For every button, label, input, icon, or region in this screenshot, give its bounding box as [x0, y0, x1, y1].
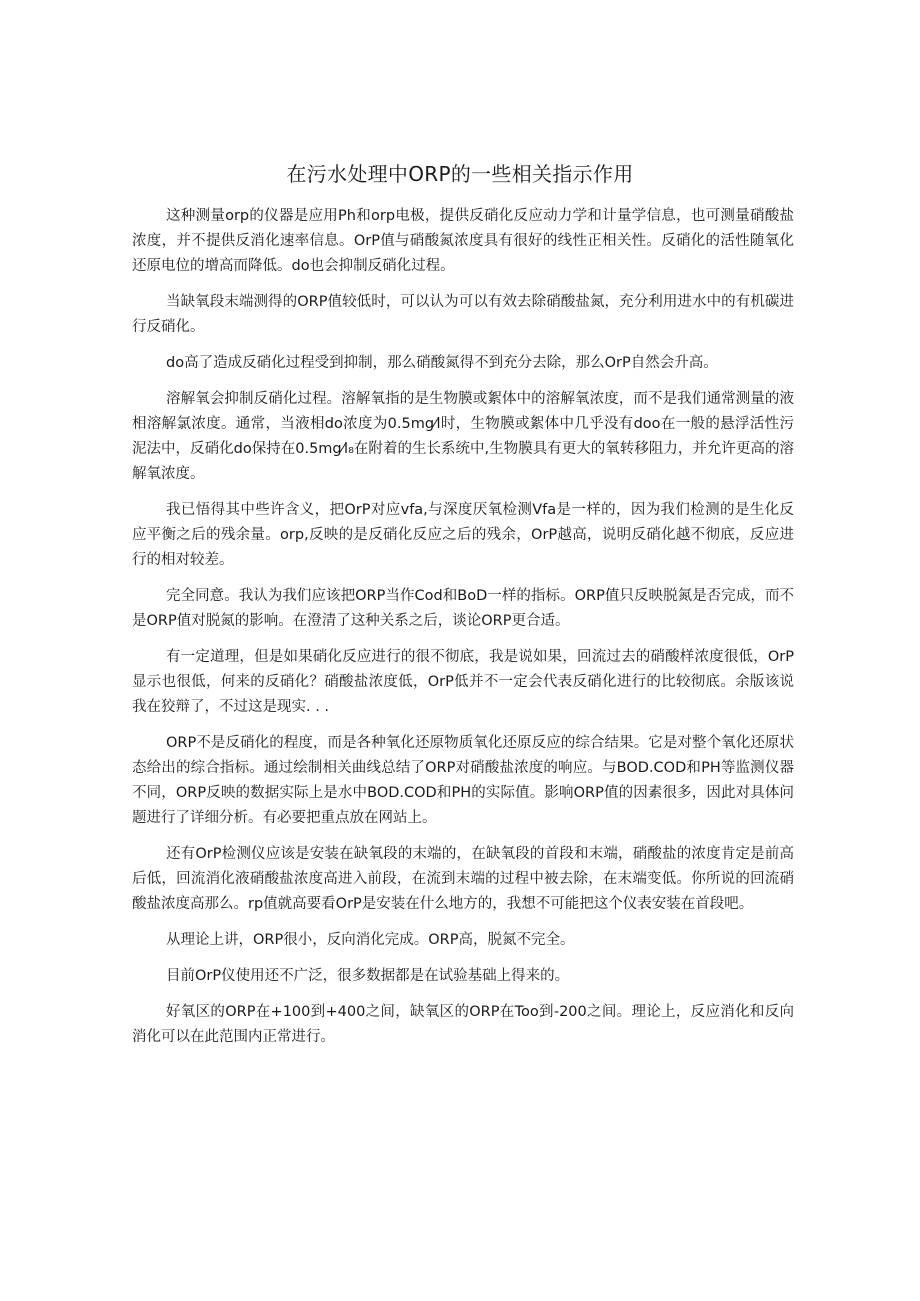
- paragraph: 好氧区的ORP在+100到+400之间，缺氧区的ORP在Too到-200之间。理论上，反应消化和反向消化可以在此范围内正常进行。: [132, 1004, 794, 1045]
- paragraph: 完全同意。我认为我们应该把ORP当作Cod和BoD一样的指标。ORP值只反映脱氮是否完成，而不是ORP值对脱氮的影响。在澄清了这种关系之后，谈论ORP更合适。: [132, 588, 794, 629]
- paragraph: ORP不是反硝化的程度，而是各种氧化还原物质氧化还原反应的综合结果。它是对整个氧化还原状态给出的综合指标。通过绘制相关曲线总结了ORP对硝酸盐浓度的响应。与BOD.COD和PH等监测仪器不同，ORP反映的数据实际上是水中BOD.COD和PH的实际值。影响ORP值的因素很多，因此对具体问题进行了详细分析。有必要把重点放在网站上。: [132, 735, 794, 826]
- paragraph: 这种测量orp的仪器是应用Ph和orp电极，提供反硝化反应动力学和计量学信息，也可测量硝酸盐浓度，并不提供反消化速率信息。OrP值与硝酸氮浓度具有很好的线性正相关性。反硝化的活性随氧化还原电位的增高而降低。do也会抑制反硝化过程。: [132, 208, 794, 274]
- paragraph: do高了造成反硝化过程受到抑制，那么硝酸氮得不到充分去除，那么OrP自然会升高。: [166, 355, 718, 371]
- paragraph: 溶解氧会抑制反硝化过程。溶解氧指的是生物膜或絮体中的溶解氧浓度，而不是我们通常测量的液相溶解氯浓度。通常，当液相do浓度为0.5mg⁄l时，生物膜或絮体中几乎没有doo在一般的悬浮活性污泥法中，反硝化do保持在0.5mg⁄l₈在附着的生长系统中,生物膜具有更大的氧转移阻力，并允许更高的溶解氧浓度。: [132, 391, 794, 482]
- document-body: [132, 204, 794, 1061]
- paragraph: 目前OrP仪使用还不广泛，很多数据都是在试验基础上得来的。: [166, 968, 570, 984]
- paragraph: 从理论上讲，ORP很小，反向消化完成。ORP高，脱氮不完全。: [166, 932, 575, 948]
- document-title: 在污水处理中ORP的一些相关指示作用: [286, 162, 634, 186]
- paragraph: 有一定道理，但是如果硝化反应进行的很不彻底，我是说如果，回流过去的硝酸样浓度很低，OrP显示也很低，何来的反硝化？硝酸盐浓度低，OrP低并不一定会代表反硝化进行的比较彻底。余版该说我在狡辩了，不过这是现实. . .: [132, 649, 794, 715]
- paragraph: 当缺氧段末端测得的ORP值较低时，可以认为可以有效去除硝酸盐氮，充分利用进水中的有机碳进行反硝化。: [132, 294, 794, 335]
- paragraph: 我已悟得其中些许含义，把OrP对应vfa,与深度厌氧检测Vfa是一样的，因为我们检测的是生化反应平衡之后的残余量。orp,反映的是反硝化反应之后的残余，OrP越高，说明反硝化越不彻底，反应进行的相对较差。: [132, 502, 794, 568]
- paragraph: 还有OrP检测仪应该是安装在缺氧段的末端的，在缺氧段的首段和末端，硝酸盐的浓度肯定是前高后低，回流消化液硝酸盐浓度高进入前段，在流到末端的过程中被去除，在末端变低。你所说的回流硝酸盐浓度高那么。rp值就高要看OrP是安装在什么地方的，我想不可能把这个仪表安装在首段吧。: [132, 846, 794, 912]
